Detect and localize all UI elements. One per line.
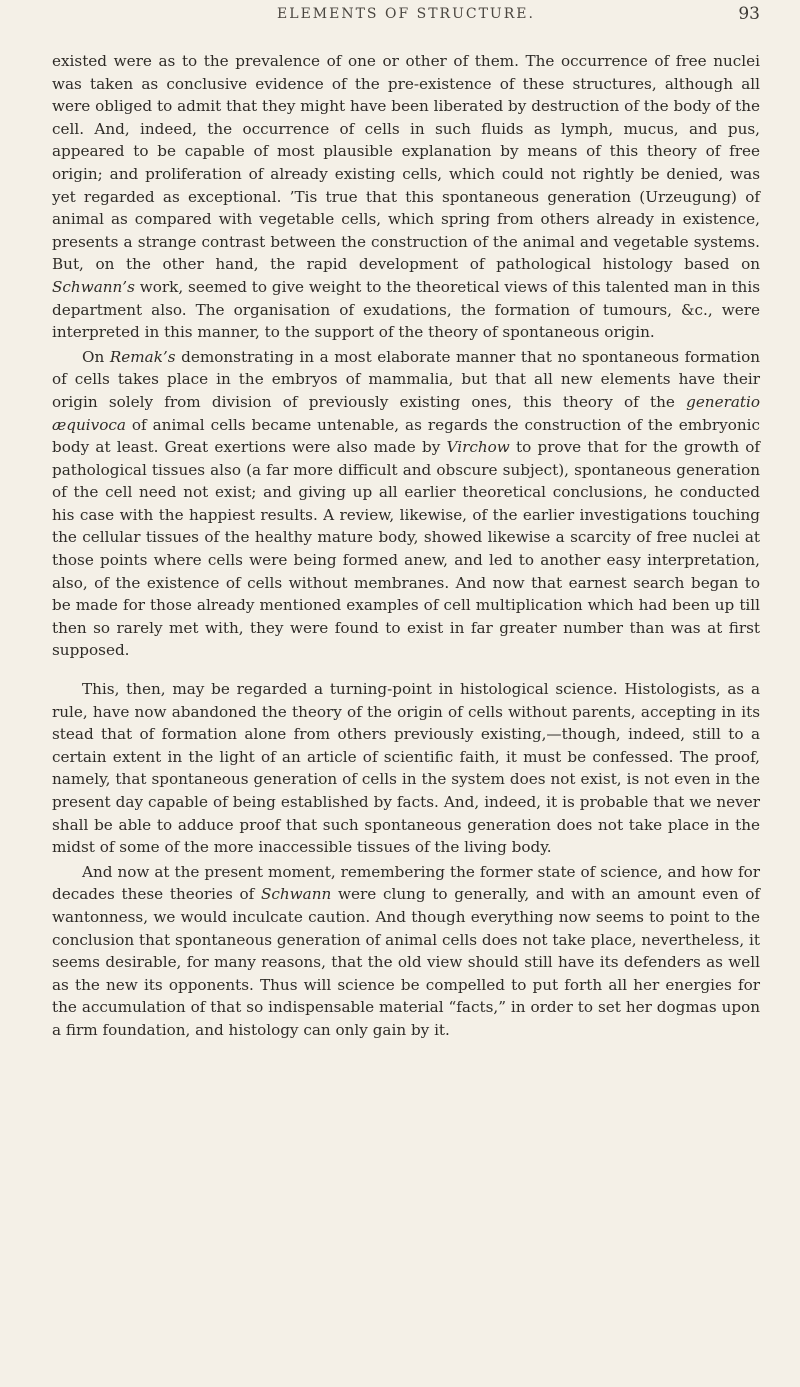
paragraph-4-text-b: were clung to generally, and with an amount even of wantonness, we would inculcate caution. And though everything now seems to point to the conclusion that spontaneous generation of animal cells does not take place, nevertheless, it seems desirable, for many reasons, that the old view should still have its defenders as well as the new its opponents. Thus will science be compelled to put forth all her energies for the accumulation of that so indispensable material “facts,” in order to set her dogmas upon a firm foundation, and histology can only gain by it. bbox=[52, 885, 761, 1039]
paragraph-4-name-schwann: Schwann bbox=[260, 885, 332, 904]
paragraph-1-text-a: existed were as to the prevalence of one or other of them. The occurrence of free nuclei was taken as conclusive evidence of the pre-existence of these structures, although all were obliged to admit that they might have been liberated by destruction of the body of the cell. And, indeed, the occurrence of cells in such fluids as lymph, mucus, and pus, appeared to be capable of most plausible explanation by means of this theory of free origin; and proliferation of already existing cells, which could not rightly be denied, was yet regarded as exceptional. ’Tis true that this spontaneous generation (Urzeugung) of animal as compared with vegetable cells, which spring from others already in existence, presents a strange contrast between the construction of the animal and vegetable systems. But, on the other hand, the rapid development of pathological histology based on bbox=[52, 52, 760, 274]
running-title: ELEMENTS OF STRUCTURE. bbox=[277, 6, 535, 22]
paragraph-2-text-c: of animal cells became untenable, as regards the construction of the embryonic body at least. Great exertions were also made by bbox=[52, 415, 760, 457]
paragraph-3-text: This, then, may be regarded a turning-point in histological science. Histologists, as a rule, have now abandoned the theory of the origin of cells without parents, accepting in its stead that of formation alone from others previously existing,—though, indeed, still to a certain extent in the light of an article of scientific faith, it must be confessed. The proof, namely, that spontaneous generation of cells in the system does not exist, is not even in the present day capable of being established by facts. And, indeed, it is probable that we never shall be able to adduce proof that such spontaneous generation does not take place in the midst of some of the more inaccessible tissues of the living body. bbox=[52, 680, 760, 857]
running-header bbox=[52, 6, 760, 28]
paragraph-1-text-b: work, seemed to give weight to the theoretical views of this talented man in this department also. The organisation of exudations, the formation of tumours, &c., were interpreted in this manner, to the support of the theory of spontaneous origin. bbox=[52, 277, 760, 342]
paragraph-1-name-schwann: Schwann’s bbox=[52, 277, 135, 296]
paragraph-2-name-virchow: Virchow bbox=[446, 438, 510, 457]
paragraph-2-text-a: On bbox=[82, 347, 110, 366]
paragraph-1 bbox=[52, 50, 760, 344]
paragraph-4 bbox=[52, 861, 760, 1042]
paragraph-2-name-remak: Remak’s bbox=[109, 347, 176, 366]
paragraph-2-term-generatio: generatio æquivoca bbox=[52, 392, 760, 434]
body-text bbox=[52, 50, 760, 1042]
paragraph-4-text-a: And now at the present moment, remembering the former state of science, and how for decades these theories of bbox=[52, 862, 760, 904]
paragraph-3 bbox=[52, 678, 760, 859]
page-number: 93 bbox=[738, 4, 760, 24]
paragraph-2 bbox=[52, 346, 760, 662]
paragraph-2-text-d: to prove that for the growth of pathological tissues also (a far more difficult and obscure subject), spontaneous generation of the cell need not exist; and giving up all earlier theoretical conclusions, he conducted his case with the happiest results. A review, likewise, of the earlier investigations touching the cellular tissues of the healthy mature body, showed likewise a scarcity of free nuclei at those points where cells were being formed anew, and led to another easy interpretation, also, of the existence of cells without membranes. And now that earnest search began to be made for those already mentioned examples of cell multiplication which had been up till then so rarely met with, they were found to exist in far greater number than was at first supposed. bbox=[52, 438, 760, 660]
paragraph-2-text-b: demonstrating in a most elaborate manner that no spontaneous formation of cells takes place in the embryos of mammalia, but that all new elements have their origin solely from division of previously existing ones, this theory of the bbox=[52, 347, 761, 411]
